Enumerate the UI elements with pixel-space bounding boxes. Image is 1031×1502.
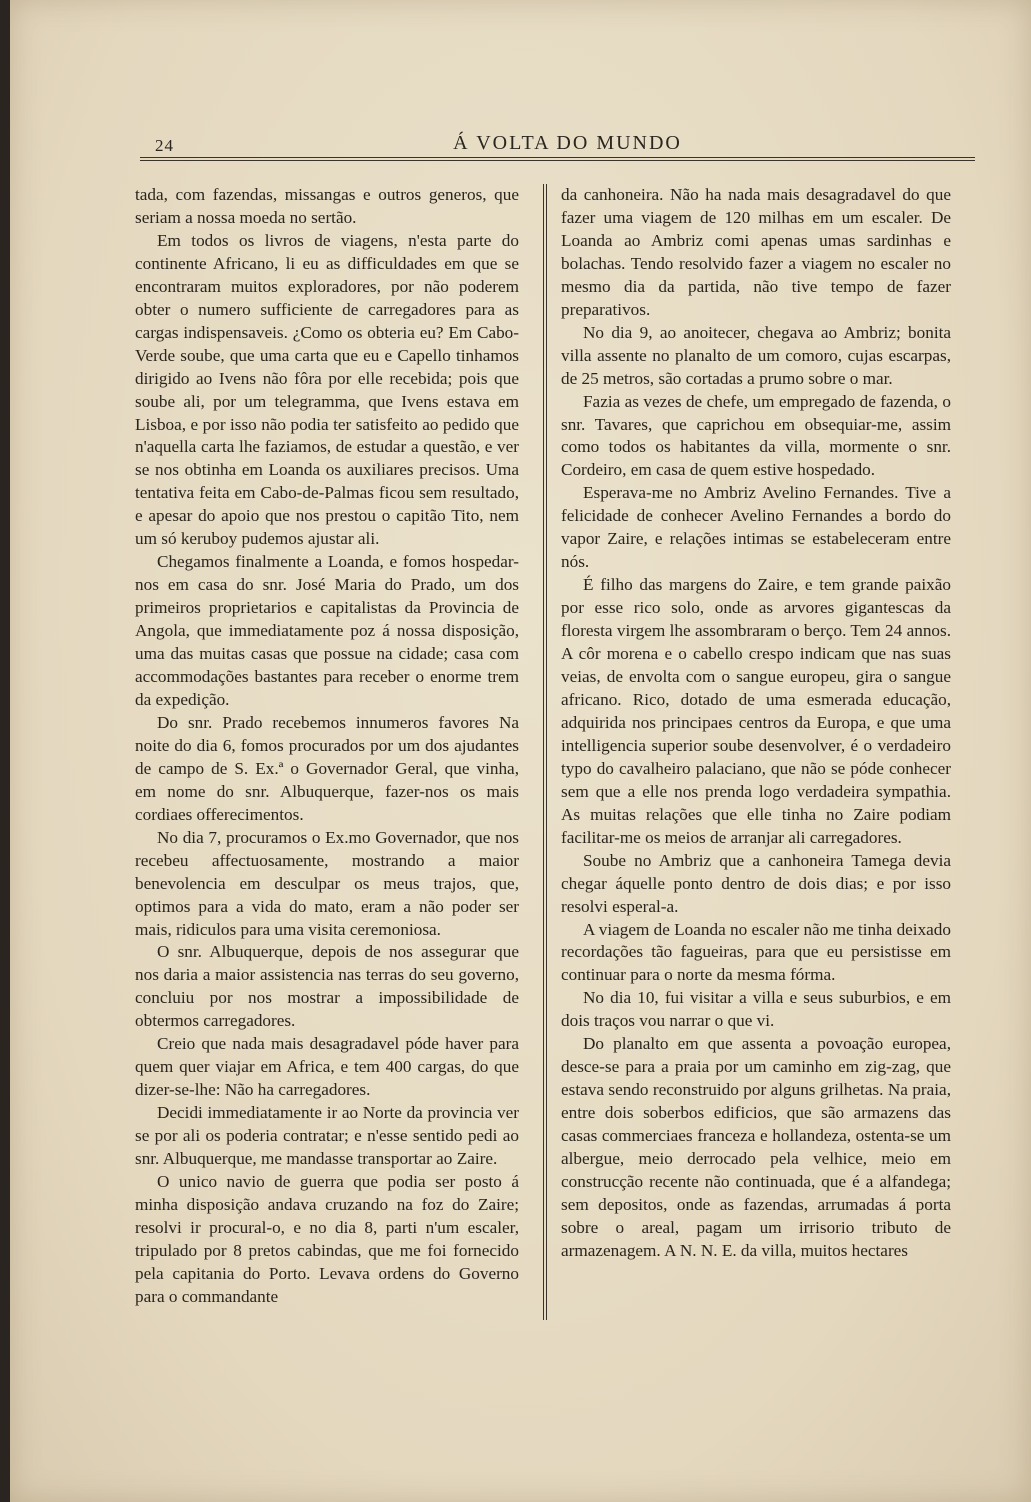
paragraph: No dia 10, fui visitar a villa e seus suburbios, e em dois traços vou narrar o que vi.	[561, 988, 951, 1031]
paragraph: Chegamos finalmente a Loanda, e fomos hospedar-nos em casa do snr. José Maria do Prado, um dos primeiros proprietarios e capitalistas da Provincia de Angola, que immediatamente poz á nossa disposição, uma das muitas casas que possue na cidade; casa com accommodações bastantes para receber o enorme trem da expedição.	[135, 552, 519, 709]
paragraph: Creio que nada mais desagradavel póde haver para quem quer viajar em Africa, e tem 400 cargas, do que dizer-se-lhe: Não ha carregadores.	[135, 1034, 519, 1100]
paragraph: O unico navio de guerra que podia ser posto á minha disposição andava cruzando na foz do Zaire; resolvi ir procural-o, e no dia 8, parti n'um escaler, tripulado por 8 pretos cabindas, que me foi fornecido pela capitania do Porto. Levava ordens do Governo para o commandante	[135, 1171, 519, 1306]
paragraph: Esperava-me no Ambriz Avelino Fernandes. Tive a felicidade de conhecer Avelino Fernandes a bordo do vapor Zaire, e relações intimas se estabeleceram entre nós.	[561, 483, 951, 572]
paragraph: Do snr. Prado recebemos innumeros favores Na noite do dia 6, fomos procurados por um dos ajudantes de campo de S. Ex.ª o Governador Geral, que vinha, em nome do snr. Albuquerque, fazer-nos os mais cordiaes offerecimentos.	[135, 712, 519, 824]
paragraph: Do planalto em que assenta a povoação europea, desce-se para a praia por um caminho em zig-zag, que estava sendo reconstruido por alguns grilhetas. Na praia, entre dois soberbos edificios, que são armazens das casas commerciaes franceza e hollandeza, ostenta-se um albergue, meio derrocado pela velhice, meio em construcção recente não continuada, que é a alfandega; sem depositos, onde as fazendas, arrumadas á porta sobre o areal, pagam um irrisorio tributo de armazenagem. A N. N. E. da villa, muitos hectares	[561, 1034, 951, 1260]
paragraph: Decidi immediatamente ir ao Norte da provincia ver se por ali os poderia contratar; e n'esse sentido pedi ao snr. Albuquerque, me mandasse transportar ao Zaire.	[135, 1103, 519, 1169]
right-column	[561, 184, 951, 1263]
page-header	[150, 130, 985, 156]
left-column	[135, 184, 519, 1309]
paragraph: Soube no Ambriz que a canhoneira Tamega devia chegar áquelle ponto dentro de dois dias; e por isso resolvi esperal-a.	[561, 850, 951, 916]
paragraph: O snr. Albuquerque, depois de nos assegurar que nos daria a maior assistencia nas terras do seu governo, concluiu por nos mostrar a impossibilidade de obtermos carregadores.	[135, 942, 519, 1031]
running-title: Á VOLTA DO MUNDO	[453, 132, 682, 154]
paragraph: A viagem de Loanda no escaler não me tinha deixado recordações tão fagueiras, para que eu persistisse em continuar para o norte da mesma fórma.	[561, 919, 951, 985]
paragraph: No dia 7, procuramos o Ex.mo Governador, que nos recebeu affectuosamente, mostrando a maior benevolencia em desculpar os meus trajos, que, optimos para a vida do mato, eram a não poder ser mais, ridiculos para uma visita ceremoniosa.	[135, 827, 519, 939]
header-rule	[140, 157, 975, 161]
paragraph: tada, com fazendas, missangas e outros generos, que seriam a nossa moeda no sertão.	[135, 185, 519, 227]
paragraph: É filho das margens do Zaire, e tem grande paixão por esse rico solo, onde as arvores gigantescas da floresta virgem lhe assombraram o berço. Tem 24 annos. A côr morena e o cabello crespo indicam que nas suas veias, de envolta com o sangue europeu, gira o sangue africano. Rico, dotado de uma esmerada educação, adquirida nos principaes centros da Europa, e que uma intelligencia superior soube desenvolver, é o verdadeiro typo do cavalheiro palaciano, que não se póde conhecer sem que a elle nos prenda logo verdadeira sympathia. As muitas relações que elle tinha no Zaire podiam facilitar-me os meios de arranjar ali carregadores.	[561, 575, 951, 847]
paragraph: Em todos os livros de viagens, n'esta parte do continente Africano, li eu as difficuldades em que se encontraram muitos exploradores, por não poderem obter o numero sufficiente de carregadores para as cargas indispensaveis. ¿Como os obteria eu? Em Cabo-Verde soube, que uma carta que eu e Capello tinhamos dirigido ao Ivens não fôra por elle recebida; pois que soube ali, por um telegramma, que Ivens estava em Lisboa, e por isso não podia ter satisfeito ao pedido que n'aquella carta lhe faziamos, de estudar a questão, e ver se nos obtinha em Loanda os auxiliares precisos. Uma tentativa feita em Cabo-de-Palmas ficou sem resultado, e apesar do apoio que nos prestou o capitão Tito, nem um só keruboy pudemos ajustar ali.	[135, 230, 519, 549]
paragraph: No dia 9, ao anoitecer, chegava ao Ambriz; bonita villa assente no planalto de um comoro, cujas escarpas, de 25 metros, são cortadas a prumo sobre o mar.	[561, 322, 951, 388]
paragraph: Fazia as vezes de chefe, um empregado de fazenda, o snr. Tavares, que caprichou em obsequiar-me, assim como todos os habitantes da villa, mormente o snr. Cordeiro, em casa de quem estive hospedado.	[561, 391, 951, 480]
column-divider	[543, 184, 547, 1320]
page-number: 24	[155, 136, 174, 155]
paragraph: da canhoneira. Não ha nada mais desagradavel do que fazer uma viagem de 120 milhas em um escaler. De Loanda ao Ambriz comi apenas umas sardinhas e bolachas. Tendo resolvido fazer a viagem no escaler no mesmo dia da partida, não tive tempo de fazer preparativos.	[561, 185, 951, 319]
